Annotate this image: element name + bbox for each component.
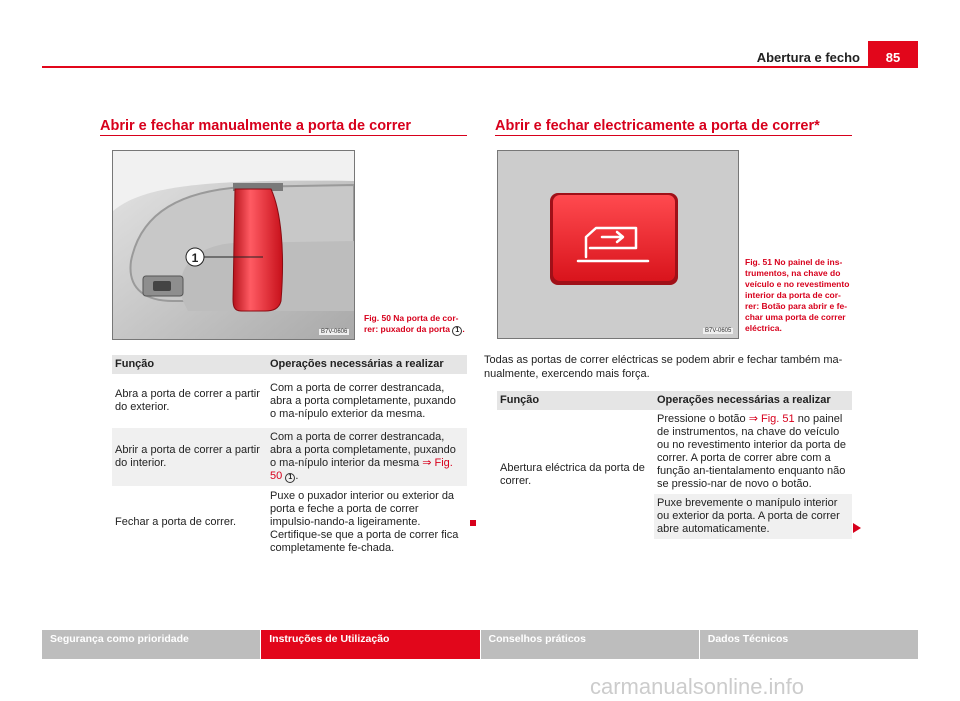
row-function: Fechar a porta de correr. bbox=[115, 515, 237, 528]
row-operations: Puxe brevemente o manípulo interior ou exterior da porta. A porta de correr abre automaticamente. bbox=[654, 494, 852, 539]
watermark: carmanualsonline.info bbox=[590, 674, 805, 699]
door-handle-photo bbox=[112, 150, 355, 340]
caption-ref-circle: 1 bbox=[452, 326, 462, 336]
figure-50-caption bbox=[364, 313, 468, 336]
row-function: Abrir a porta de correr a partir do interior. bbox=[115, 444, 260, 469]
left-function-table bbox=[112, 355, 467, 558]
right-section-rule bbox=[495, 135, 852, 136]
figure-link[interactable]: ⇒ Fig. 51 bbox=[748, 413, 795, 425]
right-function-table bbox=[497, 391, 852, 539]
table-row bbox=[112, 428, 467, 486]
footer-tab-technical-data[interactable]: Dados Técnicos bbox=[700, 630, 918, 659]
row-operations: Com a porta de correr destrancada, abra a porta completamente, puxando o ma-nípulo exterior da mesma. bbox=[270, 381, 456, 420]
row-operations: Puxe o puxador interior ou exterior da porta e feche a porta de correr impulsio-nando-a ligeiramente. Certifique-se que a porta de correr fica completamente fe-chada. bbox=[270, 489, 459, 554]
col-header-function: Função bbox=[112, 355, 267, 374]
col-header-operations: Operações necessárias a realizar bbox=[267, 355, 467, 374]
row-operations-period: . bbox=[295, 470, 299, 482]
row-function: Abra a porta de correr a partir do exterior. bbox=[115, 388, 260, 413]
page-number: 85 bbox=[868, 41, 918, 67]
col-header-function: Função bbox=[497, 391, 654, 410]
row-operations bbox=[267, 428, 467, 486]
figure-51-caption: Fig. 51 No painel de ins-trumentos, na chave do veículo e no revestimento interior da porta de cor-rer: Botão para abrir e fe-char uma porta de correr eléctrica. bbox=[745, 257, 850, 333]
image-code: B7V-0606 bbox=[321, 329, 348, 335]
door-handle-illustration bbox=[113, 151, 354, 339]
intro-paragraph: Todas as portas de correr eléctricas se podem abrir e fechar também ma-nualmente, exercendo mais força. bbox=[484, 354, 843, 380]
header-rule bbox=[42, 66, 918, 68]
left-section-title: Abrir e fechar manualmente a porta de correr bbox=[100, 118, 412, 134]
row-operations-text-cont: no painel de instrumentos, na chave do veículo ou no revestimento interior da porta de correr. A porta de correr abre com a função an-tientalamento enquanto não se pressio-nar de novo o botão. bbox=[657, 413, 846, 490]
footer-tab-instructions[interactable]: Instruções de Utilização bbox=[261, 630, 479, 659]
table-row bbox=[112, 374, 467, 428]
left-section-rule bbox=[100, 135, 467, 136]
running-header-title: Abertura e fecho bbox=[756, 50, 860, 65]
footer-navigation bbox=[42, 630, 918, 659]
row-operations bbox=[654, 410, 852, 494]
figure-link[interactable]: ⇒ Fig. 50 bbox=[270, 457, 453, 482]
table-row bbox=[112, 486, 467, 558]
sliding-door-button-photo bbox=[497, 150, 739, 339]
section-end-marker bbox=[470, 520, 476, 526]
row-operations-text: Pressione o botão bbox=[657, 413, 746, 425]
footer-tab-practical-tips[interactable]: Conselhos práticos bbox=[481, 630, 699, 659]
table-row bbox=[497, 410, 852, 494]
sliding-door-button-illustration bbox=[498, 151, 738, 338]
ref-circle: 1 bbox=[285, 473, 295, 483]
row-operations-text: Com a porta de correr destrancada, abra a porta completamente, puxando o ma-nípulo interior da mesma bbox=[270, 431, 456, 469]
caption-period: . bbox=[462, 324, 465, 334]
callout-1: 1 bbox=[191, 251, 199, 265]
row-function: Abertura eléctrica da porta de correr. bbox=[500, 461, 645, 487]
footer-tab-safety[interactable]: Segurança como prioridade bbox=[42, 630, 260, 659]
col-header-operations: Operações necessárias a realizar bbox=[654, 391, 852, 410]
image-code: B7V-0605 bbox=[705, 328, 732, 334]
right-section-title: Abrir e fechar electricamente a porta de correr* bbox=[495, 118, 820, 134]
figure-50-caption-text: Fig. 50 Na porta de cor-rer: puxador da porta bbox=[364, 313, 459, 334]
continue-arrow-icon bbox=[853, 523, 861, 533]
